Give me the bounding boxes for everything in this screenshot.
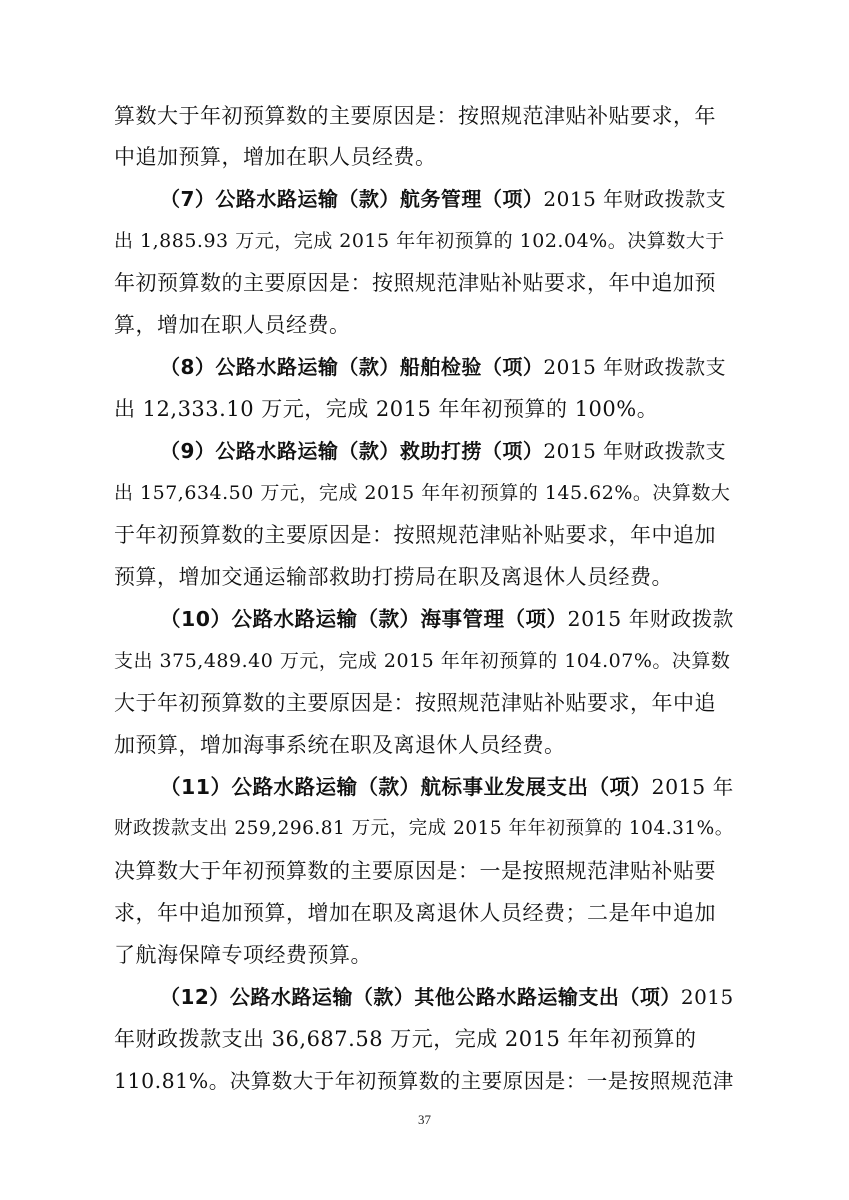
- item-7-first-line: [160, 184, 734, 214]
- item-7-heading: （7）公路水路运输（款）航务管理（项）: [160, 187, 544, 211]
- text-line: 预算，增加交通运输部救助打捞局在职及离退休人员经费。: [114, 565, 673, 589]
- text-line: 了航海保障专项经费预算。: [114, 943, 372, 967]
- item-12-heading: （12）公路水路运输（款）其他公路水路运输支出（项）: [160, 985, 681, 1009]
- text-line: 决算数大于年初预算数的主要原因是：一是按照规范津贴补贴要: [114, 859, 716, 883]
- item-11-first-line: [160, 772, 734, 802]
- item-10-first-line: [160, 604, 734, 634]
- text-line: 算，增加在职人员经费。: [114, 313, 351, 337]
- item-11-heading: （11）公路水路运输（款）航标事业发展支出（项）: [160, 775, 652, 799]
- item-10-tail: 2015 年财政拨款: [567, 607, 734, 631]
- item-12-first-line: [160, 982, 734, 1012]
- item-12-tail: 2015: [680, 985, 734, 1009]
- text-line: 财政拨款支出 259,296.81 万元，完成 2015 年年初预算的 104.31%。: [114, 818, 734, 839]
- text-line: 年财政拨款支出 36,687.58 万元，完成 2015 年年初预算的: [114, 1027, 697, 1051]
- text-line: 中追加预算，增加在职人员经费。: [114, 145, 437, 169]
- item-11-tail: 2015 年: [651, 775, 734, 799]
- page-number: 37: [418, 1112, 431, 1127]
- item-10-heading: （10）公路水路运输（款）海事管理（项）: [160, 607, 568, 631]
- item-9-tail: 2015 年财政拨款支: [543, 439, 727, 463]
- text-line: 支出 375,489.40 万元，完成 2015 年年初预算的 104.07%。决算数: [114, 650, 731, 672]
- text-line: 求，年中追加预算，增加在职及离退休人员经费；二是年中追加: [114, 901, 716, 925]
- text-line: 出 157,634.50 万元，完成 2015 年年初预算的 145.62%。决算数大: [114, 482, 731, 504]
- item-8-heading: （8）公路水路运输（款）船舶检验（项）: [160, 355, 544, 379]
- text-line: 110.81%。决算数大于年初预算数的主要原因是：一是按照规范津: [114, 1069, 734, 1093]
- text-line: 大于年初预算数的主要原因是：按照规范津贴补贴要求，年中追: [114, 691, 716, 715]
- item-8-tail: 2015 年财政拨款支: [543, 355, 727, 379]
- item-9-heading: （9）公路水路运输（款）救助打捞（项）: [160, 439, 544, 463]
- text-line: 年初预算数的主要原因是：按照规范津贴补贴要求，年中追加预: [114, 271, 716, 295]
- text-line: 加预算，增加海事系统在职及离退休人员经费。: [114, 733, 566, 757]
- text-line: 出 12,333.10 万元，完成 2015 年年初预算的 100%。: [114, 397, 659, 421]
- item-7-tail: 2015 年财政拨款支: [543, 187, 727, 211]
- item-8-first-line: [160, 352, 734, 382]
- text-line: 于年初预算数的主要原因是：按照规范津贴补贴要求，年中追加: [114, 523, 716, 547]
- item-9-first-line: [160, 436, 734, 466]
- text-line: 出 1,885.93 万元，完成 2015 年年初预算的 102.04%。决算数大于: [114, 230, 725, 252]
- text-line: 算数大于年初预算数的主要原因是：按照规范津贴补贴要求，年: [114, 104, 716, 128]
